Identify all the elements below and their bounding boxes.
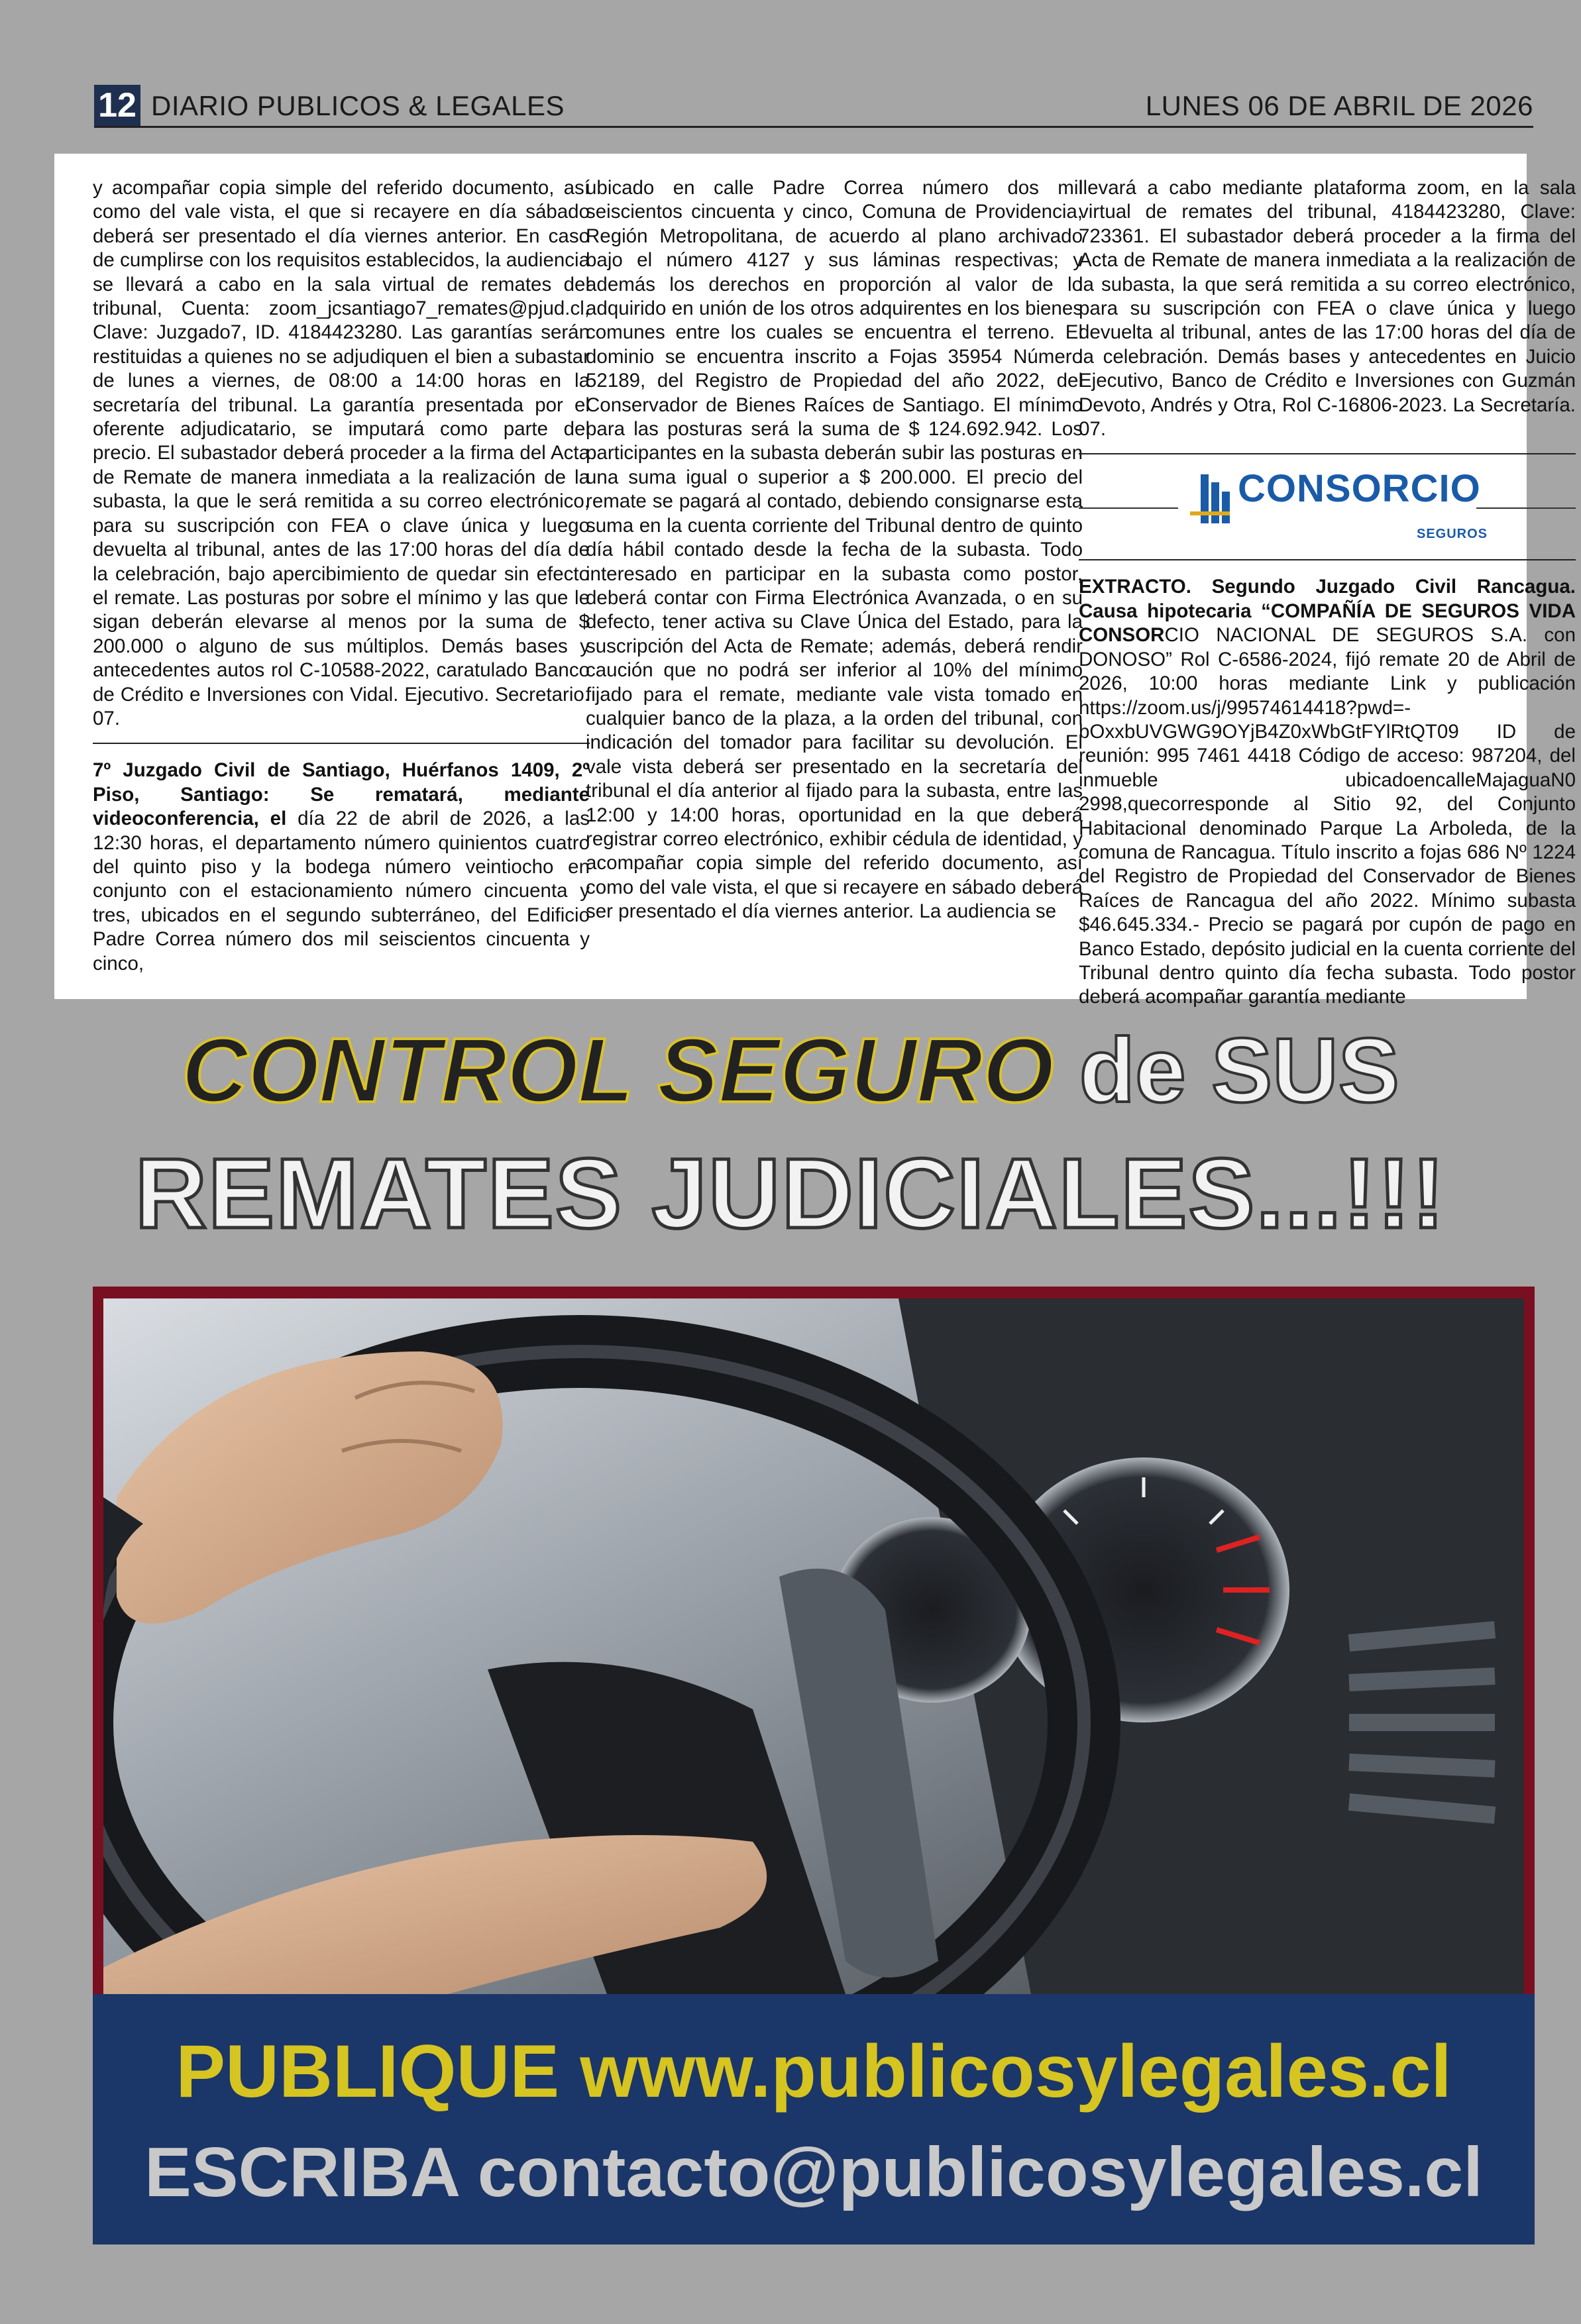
column-2 bbox=[586, 176, 1083, 924]
logo-subtitle: SEGUROS bbox=[1417, 527, 1488, 542]
notice-lead: EXTRACTO. Segundo Juzgado Civil Rancagua. Causa hipotecaria “COMPAÑÍA DE SEGUROS VIDA CONSOR bbox=[1079, 576, 1576, 647]
publication-date: LUNES 06 DE ABRIL DE 2026 bbox=[1145, 90, 1533, 121]
notice-continuation: ubicado en calle Padre Correa número dos mil seiscientos cincuenta y cinco, Comuna de Providencia, Región Metropolitana, de acuerdo al plano archivado bajo el número 4127 y sus láminas respectivas; y además los derechos en proporción al valor de lo adquirido en unión de los otros adquirentes en los bienes comunes entre los cuales se encuentra el terreno. El dominio se encuentra inscrito a Fojas 35954 Número 52189, del Registro de Propiedad del año 2022, del Conservador de Bienes Raíces de Santiago. El mínimo para las posturas será la suma de $ 124.692.942. Los participantes en la subasta deberán subir las posturas en una suma igual o superior a $ 200.000. El precio del remate se pagará al contado, debiendo consignarse esta suma en la cuenta corriente del Tribunal dentro de quinto día hábil contado desde la fecha de la subasta. Todo interesado en participar en la subasta como postor, deberá contar con Firma Electrónica Avanzada, o en su defecto, tener activa su Clave Única del Estado, para la suscripción del Acta de Remate; además, deberá rendir caución que no podrá ser inferior al 10% del mínimo fijado para el remate, mediante vale vista tomado en cualquier banco de la plaza, a la orden del tribunal, con indicación del tomador para facilitar su devolución. El vale vista deberá ser presentado en la secretaría del tribunal el día anterior al fijado para la subasta, entre las 12:00 y 14:00 horas, oportunidad en la que deberá registrar correo electrónico, exhibir cédula de identidad, y acompañar copia simple del referido documento, así como del vale vista, el que si recayere en sábado deberá ser presentado el día viernes anterior. La audiencia se bbox=[586, 177, 1083, 923]
logo-rule-right bbox=[1476, 507, 1576, 509]
contact-email-link[interactable]: ESCRIBA contacto@publicosylegales.cl bbox=[144, 2133, 1483, 2211]
logo-rule-left bbox=[1079, 507, 1178, 509]
headline-line-2: REMATES JUDICIALES...!!! bbox=[135, 1137, 1446, 1249]
publish-website-link[interactable]: PUBLIQUE www.publicosylegales.cl bbox=[176, 2030, 1452, 2113]
column-1 bbox=[93, 176, 590, 976]
headline-control-seguro: CONTROL SEGURO bbox=[182, 1020, 1054, 1122]
notice-continuation: y acompañar copia simple del referido documento, así como del vale vista, el que si recayere en día sábado deberá ser presentado el día viernes anterior. En caso de cumplirse con los requisitos establecidos, la audiencia se llevará a cabo en la sala virtual de remates del tribunal, Cuenta: zoom_jcsantiago7_remates@pjud.cl, Clave: Juzgado7, ID. 4184423280. Las garantías serán restituidas a quienes no se adjudiquen el bien a subastar de lunes a viernes, de 08:00 a 14:00 horas en la secretaría del tribunal. La garantía presentada por el oferente adjudicatario, se imputará como parte del precio. El subastador deberá proceder a la firma del Acta de Remate de manera inmediata a la realización de la subasta, la que le será remitida a su correo electrónico, para su suscripción con FEA o clave única y luego devuelta al tribunal, antes de las 17:00 horas del día de la celebración, bajo apercibimiento de quedar sin efecto el remate. Las posturas por sobre el mínimo y las que le sigan deberán elevarse al menos por la suma de $ 200.000 o alguno de sus múltiplos. Demás bases y antecedentes autos rol C-10588-2022, caratulado Banco de Crédito e Inversiones con Vidal. Ejecutivo. Secretario. 07. bbox=[93, 177, 590, 729]
notice-divider bbox=[93, 743, 590, 744]
notice-lead: 7º Juzgado Civil de Santiago, Huérfanos 1409, 2º Piso, Santiago: Se rematará, mediante videoconferencia, el bbox=[93, 759, 590, 830]
notices-panel bbox=[54, 154, 1576, 1008]
notice-paragraph bbox=[1079, 575, 1576, 1009]
notice-paragraph bbox=[93, 759, 590, 976]
ad-photo-frame bbox=[93, 1287, 1535, 1994]
page-header bbox=[94, 85, 1533, 128]
logo-wordmark: CONSORCIO bbox=[1238, 467, 1481, 511]
contact-banner bbox=[93, 1994, 1535, 2245]
steering-wheel-photo bbox=[103, 1298, 1524, 1994]
steering-wheel-illustration bbox=[103, 1298, 1524, 1994]
notice-body: CIO NACIONAL DE SEGUROS S.A. con DONOSO” Rol C-6586-2024, fijó remate 20 de Abril de 2026, 10:00 horas mediante Link y publicación https://zoom.us/j/99574614418?pwd=-bOxxbUVGWG9OYjB4Z0xWbGtFYlRtQT09 ID de reunión: 995 7461 4418 Código de acceso: 987204, del inmueble ubicadoencalleMajaguaN0 2998,quecorresponde al Sitio 92, del Conjunto Habitacional denominado Parque La Arboleda, de la comuna de Rancagua. Título inscrito a fojas 686 Nº 1224 del Registro de Propiedad del Conservador de Bienes Raíces de Rancagua del año 2022. Mínimo subasta $46.645.334.- Precio se pagará por cupón de pago en Banco Estado, depósito judicial en la cuenta corriente del Tribunal dentro quinto día fecha subasta. Todo postor deberá acompañar garantía mediante bbox=[1079, 624, 1576, 1008]
column-3 bbox=[1079, 176, 1576, 1010]
consorcio-logo-icon bbox=[1185, 472, 1234, 526]
page-number: 12 bbox=[94, 85, 140, 126]
notice-body: día 22 de abril de 2026, a las 12:30 horas, el departamento número quinientos cuatro del quinto piso y la bodega número veintiocho en conjunto con el estacionamiento número cincuenta y tres, ubicados en el segundo subterráneo, del Edificio Padre Correa número dos mil seiscientos cincuenta y cinco, bbox=[93, 808, 590, 975]
notice-continuation: llevará a cabo mediante plataforma zoom, en la sala virtual de remates del tribunal, 4184423280, Clave: 723361. El subastador deberá proceder a la firma del Acta de Remate de manera inmediata a la realización de la subasta, la que será remitida a su correo electrónico, para su suscripción con FEA o clave única y luego devuelta al tribunal, antes de las 17:00 horas del día de la celebración. Demás bases y antecedentes en Juicio Ejecutivo, Banco de Crédito e Inversiones con Guzmán Devoto, Andrés y Otra, Rol C-16806-2023. La Secretaría. 07. bbox=[1079, 177, 1576, 441]
notice-divider bbox=[1079, 453, 1576, 454]
notice-divider bbox=[1079, 559, 1576, 560]
ad-headline bbox=[0, 1018, 1581, 1283]
publication-name: DIARIO PUBLICOS & LEGALES bbox=[151, 90, 565, 121]
headline-de-sus: de SUS bbox=[1054, 1020, 1399, 1122]
consorcio-logo bbox=[1079, 465, 1576, 551]
headline-line-1 bbox=[0, 1018, 1581, 1124]
